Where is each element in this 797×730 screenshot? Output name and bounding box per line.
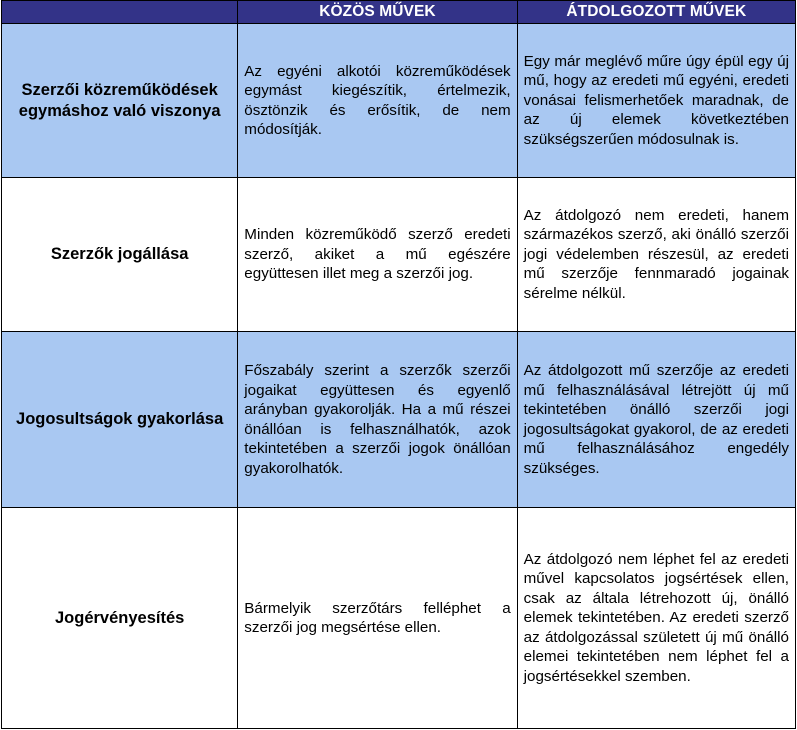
kozos-cell: Az egyéni alkotói közreműködések egymást kiegészítik, értelmezik, ösztönzik és erősítik, de nem módosítják. (238, 24, 517, 178)
table-row (2, 508, 796, 729)
row-label: Jogosultságok gyakorlása (2, 332, 238, 508)
table-header (2, 1, 796, 24)
kozos-cell: Minden közreműködő szerző eredeti szerző, akiket a mű egészére együttesen illet meg a szerzői jog. (238, 178, 517, 332)
table-row (2, 24, 796, 178)
atdolgozott-cell: Az átdolgozó nem léphet fel az eredeti művel kapcsolatos jogsértések ellen, csak az általa létrehozott új, önálló elemek tekintetében. Az eredeti szerző az átdolgozással született új mű önálló elemei tekintetében nem léphet fel a jogsértésekkel szemben. (517, 508, 795, 729)
kozos-cell: Bármelyik szerzőtárs felléphet a szerzői jog megsértése ellen. (238, 508, 517, 729)
table-row (2, 178, 796, 332)
row-label: Szerzői közreműködések egymáshoz való viszonya (2, 24, 238, 178)
table-body (2, 24, 796, 729)
table-row (2, 332, 796, 508)
header-empty (2, 1, 238, 24)
row-label: Jogérvényesítés (2, 508, 238, 729)
atdolgozott-cell: Az átdolgozott mű szerzője az eredeti mű felhasználásával létrejött új mű tekintetében önálló szerzői jogi jogosultságokat gyakorol, de az eredeti mű felhasználásához engedély szükséges. (517, 332, 795, 508)
header-kozos-muvek: KÖZÖS MŰVEK (238, 1, 517, 24)
header-atdolgozott-muvek: ÁTDOLGOZOTT MŰVEK (517, 1, 795, 24)
header-row (2, 1, 796, 24)
kozos-cell: Főszabály szerint a szerzők szerzői jogaikat együttesen és egyenlő arányban gyakorolják. Ha a mű részei önállóan is felhasználhatók, azok tekintetében a szerzői jogok önállóan gyakorolhatók. (238, 332, 517, 508)
atdolgozott-cell: Az átdolgozó nem eredeti, hanem származékos szerző, aki önálló szerzői jogi védelemben részesül, az eredeti mű szerzője fennmaradó jogainak sérelme nélkül. (517, 178, 795, 332)
row-label: Szerzők jogállása (2, 178, 238, 332)
comparison-table (1, 0, 796, 729)
atdolgozott-cell: Egy már meglévő műre úgy épül egy új mű, hogy az eredeti mű egyéni, eredeti vonásai felismerhetőek maradnak, de az új elemek következtében szükségszerűen módosulnak is. (517, 24, 795, 178)
